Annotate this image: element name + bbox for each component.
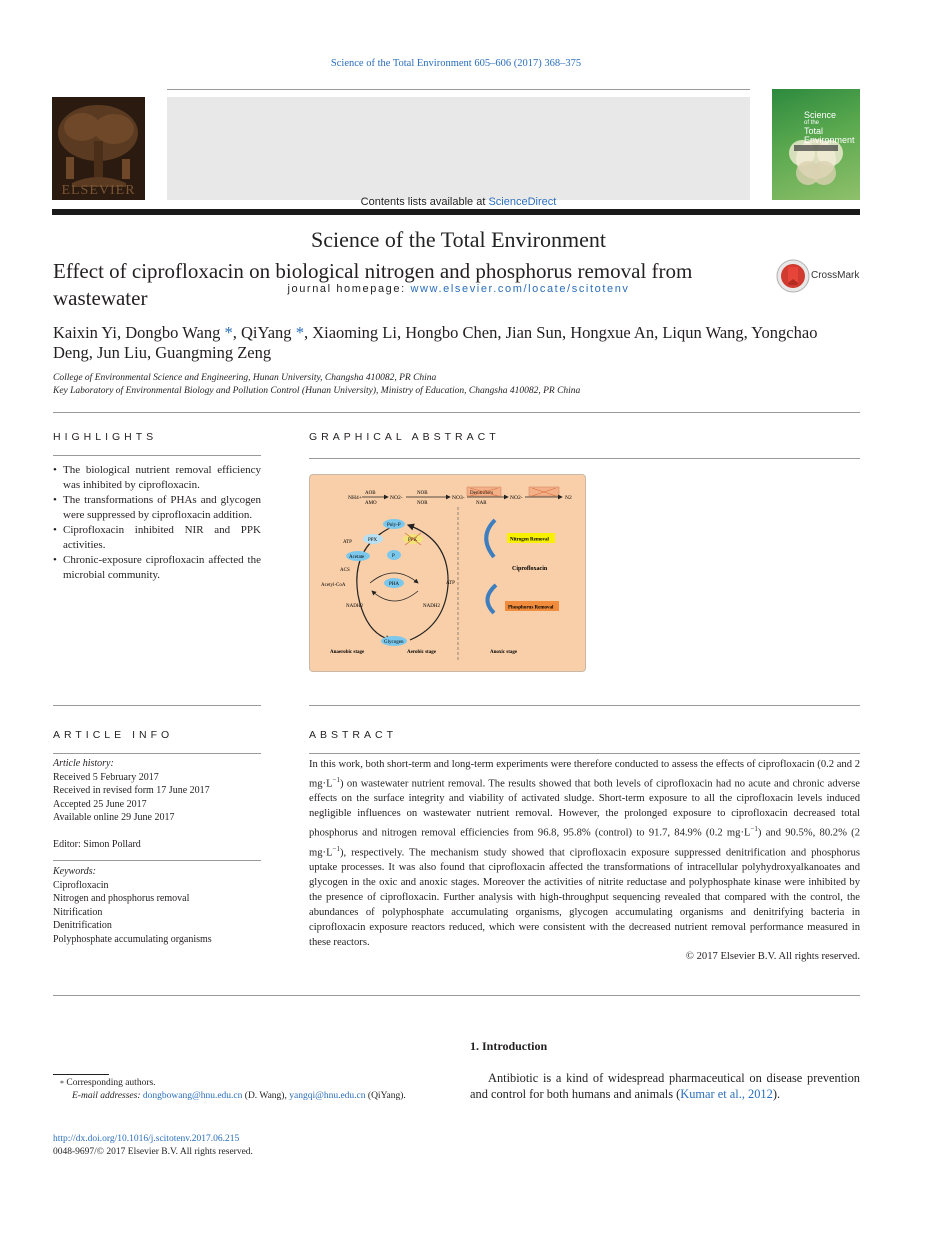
keywords-block [53, 865, 261, 946]
affiliation-2: Key Laboratory of Environmental Biology and Pollution Control (Hunan University), Ministry of Education, Changsha 410082, PR China [53, 386, 581, 396]
editor: Editor: Simon Pollard [53, 838, 141, 850]
highlights-rule [53, 455, 261, 456]
ga-blue-arrow [486, 520, 495, 557]
authors-part-3: , Xiaoming Li, Hongbo Chen, Jian Sun, Hongxue An, Liqun Wang, Yongchao Deng, Jun Liu, Guangming Zeng [53, 323, 818, 362]
ga-ppx: PPX [368, 538, 378, 543]
ga-ppk: PPK [408, 538, 418, 543]
sciencedirect-link[interactable]: ScienceDirect [488, 196, 557, 208]
abstract-part-1: In this work, both short-term and long-term experiments were therefore conducted to assess the effects of ciprofloxacin (0.2 and 2 mg·L [309, 759, 860, 790]
abstract-text [309, 758, 860, 950]
ga-n2: N2 [565, 495, 572, 501]
article-title: Effect of ciprofloxacin on biological nitrogen and phosphorus removal from wastewater [53, 259, 693, 310]
graphical-abstract-rule [309, 458, 860, 459]
introduction-heading: 1. Introduction [470, 1039, 548, 1053]
ga-atp-right: ATP [446, 581, 455, 586]
contents-line [167, 196, 750, 208]
received-date: Received 5 February 2017 [53, 771, 159, 783]
contents-prefix: Contents lists available at [360, 196, 489, 208]
highlight-item: • The biological nutrient removal efficiency was inhibited by ciprofloxacin. [53, 463, 261, 493]
authors-part-2: , QiYang [232, 323, 296, 342]
issn-line: 0048-9697/© 2017 Elsevier B.V. All rights reserved. [53, 1147, 253, 1157]
article-history [53, 757, 261, 851]
intro-body-end: ). [772, 1087, 781, 1101]
crossmark-icon[interactable] [776, 259, 810, 293]
cover-title-line2: of the [804, 120, 820, 126]
highlight-item: • Chronic-exposure ciprofloxacin affected the microbial community. [53, 553, 261, 583]
ga-phosphorus-removal: Phosphorus Removal [508, 605, 554, 611]
journal-citation[interactable]: Science of the Total Environment 605–606 (2017) 368–375 [330, 58, 582, 69]
intro-citation-link[interactable]: Kumar et al., 2012 [680, 1087, 773, 1101]
highlights-list [53, 463, 261, 583]
abstract-sup: −1 [332, 775, 340, 784]
corresponding-star-2[interactable]: * [295, 323, 304, 342]
publisher-logo-text: ELSEVIER [61, 183, 136, 198]
corresponding-label: Corresponding authors. [66, 1078, 156, 1088]
accepted-date: Accepted 25 June 2017 [53, 798, 147, 810]
header-rule [52, 209, 860, 215]
ga-blue-arrow [487, 585, 496, 613]
ga-atp-left: ATP [343, 540, 352, 545]
graphical-abstract-figure[interactable] [309, 474, 586, 672]
email-owner-2: (QiYang). [365, 1091, 406, 1101]
keyword: Nitrogen and phosphorus removal [53, 893, 190, 904]
ga-ciprofloxacin: Ciprofloxacin [512, 566, 548, 572]
abstract-copyright: © 2017 Elsevier B.V. All rights reserved. [685, 951, 860, 962]
email-footnote [72, 1090, 406, 1104]
highlight-item: • Ciprofloxacin inhibited NIR and PPK activities. [53, 523, 261, 553]
abstract-sup: −1 [332, 844, 340, 853]
ga-no3: NO3- [452, 495, 465, 501]
ga-nar: NAR [476, 501, 487, 506]
doi-url[interactable]: http://dx.doi.org/10.1016/j.scitotenv.2017.06.215 [53, 1134, 240, 1144]
journal-title: Science of the Total Environment [311, 227, 606, 252]
ga-aerobic: Aerobic stage [407, 650, 436, 655]
article-info-rule [53, 753, 261, 754]
cover-title-line1: Science [804, 110, 837, 120]
abstract-heading: ABSTRACT [309, 729, 398, 741]
ga-acs: ACS [340, 568, 350, 573]
ga-amo: AMO [365, 501, 377, 506]
ga-pha: PHA [389, 582, 400, 587]
ga-acetyl-coa: Acetyl-CoA [321, 583, 346, 588]
ga-anaerobic: Anaerobic stage [330, 650, 365, 655]
ga-nadh-right: NADH2 [423, 604, 440, 609]
ga-poly-p: Poly-P [387, 523, 401, 528]
homepage-link[interactable]: www.elsevier.com/locate/scitotenv [410, 283, 630, 295]
revised-date: Received in revised form 17 June 2017 [53, 785, 210, 796]
authors-part-1: Kaixin Yi, Dongbo Wang [53, 323, 225, 342]
ga-no2-a: NO2- [390, 495, 403, 501]
ga-glycogen: Glycogen [384, 640, 404, 645]
abstract-part-4: ), respectively. The mechanism study showed that ciprofloxacin exposure suppressed denitrification and phosphorus uptake processes. It was also found that ciprofloxacin affected the transformations of intracellular polyhydroxyalkanoates and glycogen in the oxic and anoxic stages. Moreover the activities of nitrite reductase and polyphosphate kinase were inhibited by the presence of ciprofloxacin. Further analysis with high-throughput sequencing revealed that compared with the control, the abundances of polyphosphate accumulating organisms, glycogen accumulating organisms and denitrifying bacteria in ciprofloxacin exposure reactors reduced, which were consistent with the decreased nutrient removal performance measured in these reactors. [309, 847, 860, 948]
keyword: Nitrification [53, 906, 103, 918]
ga-nitrogen-removal: Nitrogen Removal [510, 537, 549, 543]
ga-nor: NOR [417, 501, 428, 506]
history-label: Article history: [53, 758, 114, 769]
abstract-top-rule [309, 705, 860, 706]
ga-p: P [392, 554, 395, 559]
email-owner-1: (D. Wang), [242, 1091, 290, 1101]
introduction-text [470, 1070, 860, 1102]
graphical-abstract-heading: GRAPHICAL ABSTRACT [309, 431, 500, 443]
corresponding-footnote [60, 1077, 156, 1091]
cover-title [804, 111, 860, 145]
ga-inner-arc [372, 591, 418, 601]
footnote-star: * [60, 1079, 64, 1088]
highlights-heading: HIGHLIGHTS [53, 431, 158, 443]
graphical-abstract-diagram [310, 475, 585, 671]
keyword: Denitrification [53, 920, 112, 931]
corresponding-star-1[interactable]: * [224, 323, 233, 342]
ga-no2-b: NO2- [510, 495, 523, 501]
elsevier-logo [52, 97, 145, 200]
article-info-heading: ARTICLE INFO [53, 729, 174, 741]
abstract-part-3: ) and 90.5%, 80.2% (2 mg·L [309, 827, 860, 859]
abstract-part-2: ) on wastewater nutrient removal. The results showed that both levels of ciprofloxacin had no acute and chronic adverse effects on the surface integrity and viability of activated sludge. Short-term exposure to all the ciprofloxacin levels induced negligible influences on wastewater nutrient removal. However, the prolonged exposure to ciprofloxacin decreased total phosphorus and nitrogen removal efficiencies from 96.8, 95.8% (control) to 91.7, 84.9% (0.2 mg·L [309, 778, 860, 839]
ga-denitrifiers: Denitrifiers [470, 491, 494, 496]
ga-aob: AOB [365, 491, 376, 496]
email-link-2[interactable]: yangqi@hnu.edu.cn [289, 1091, 366, 1101]
doi-link[interactable] [53, 1133, 239, 1147]
keyword: Ciprofloxacin [53, 879, 109, 891]
highlight-item: • The transformations of PHAs and glycogen were suppressed by ciprofloxacin addition. [53, 493, 261, 523]
intro-body: Antibiotic is a kind of widespread pharmaceutical on disease prevention and control for both humans and animals ( [470, 1071, 860, 1101]
email-label: E-mail addresses: [72, 1091, 143, 1101]
cover-title-line3: Total Environment [804, 126, 855, 145]
article-info-top-rule [53, 705, 261, 706]
author-list [53, 323, 853, 363]
homepage-prefix: journal homepage: [287, 283, 411, 295]
ga-nh4: NH4+ [348, 495, 362, 501]
ga-anoxic: Anoxic stage [490, 650, 518, 655]
masthead-top-rule [167, 89, 750, 90]
ga-nob: NOB [417, 491, 428, 496]
ga-nadh-left: NADH2 [346, 604, 363, 609]
abstract-bottom-rule [53, 995, 860, 996]
abstract-sup: −1 [750, 825, 758, 834]
journal-cover-thumbnail[interactable] [772, 89, 860, 200]
abstract-rule [309, 753, 860, 754]
footnote-rule [53, 1074, 109, 1075]
ga-acetate: Acetate [349, 555, 365, 560]
email-link-1[interactable]: dongbowang@hnu.edu.cn [142, 1091, 243, 1101]
keyword: Polyphosphate accumulating organisms [53, 933, 212, 945]
title-divider [53, 412, 860, 413]
affiliation-1: College of Environmental Science and Engineering, Hunan University, Changsha 410082, PR China [53, 373, 437, 383]
keywords-label: Keywords: [53, 866, 96, 877]
crossmark-label[interactable]: CrossMark [811, 270, 860, 281]
keywords-rule [53, 860, 261, 861]
online-date: Available online 29 June 2017 [53, 812, 175, 823]
